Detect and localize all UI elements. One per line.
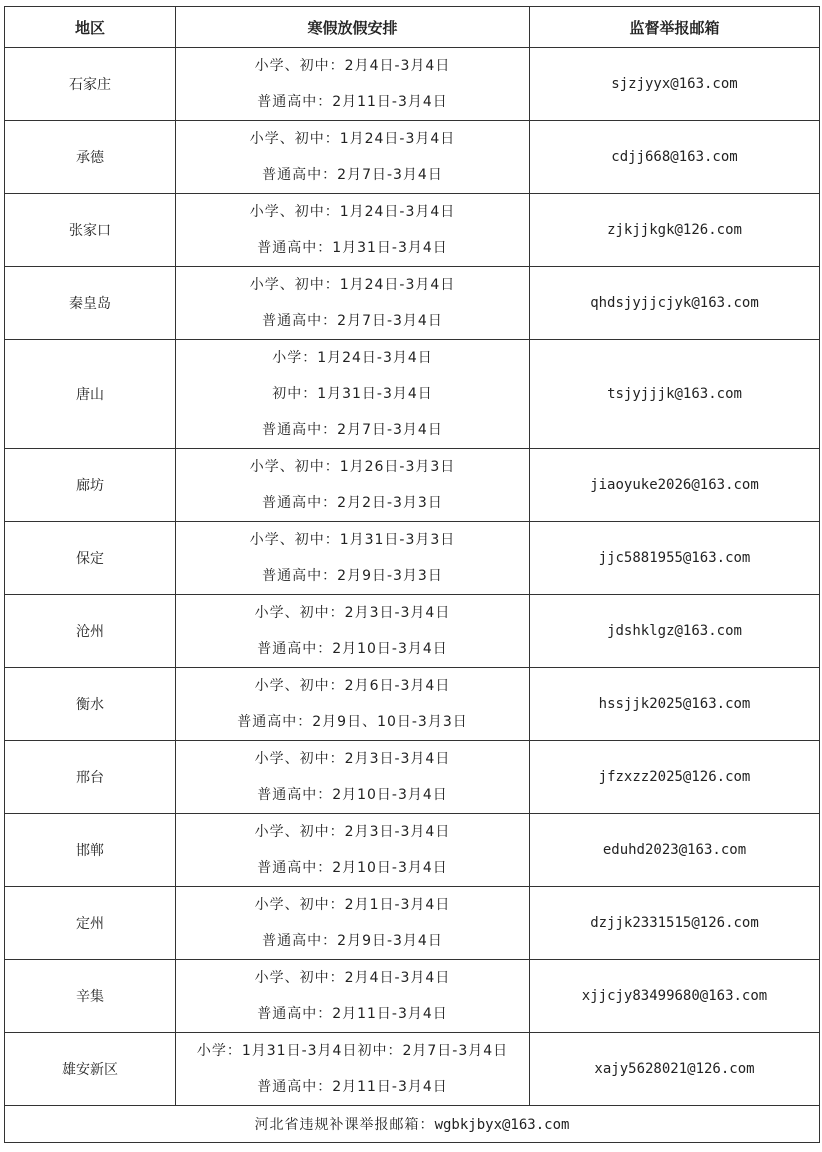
schedule-line: 小学：1月31日-3月4日初中：2月7日-3月4日: [196, 1043, 509, 1059]
email-cell: tsjyjjjk@163.com: [530, 340, 820, 449]
schedule-cell: [176, 48, 530, 121]
table-row: [5, 48, 820, 121]
schedule-line: 小学、初中：2月1日-3月4日: [254, 897, 451, 913]
schedule-line: 小学、初中：2月3日-3月4日: [254, 605, 451, 621]
winter-break-table: [4, 6, 820, 1143]
schedule-line: 小学、初中：1月24日-3月4日: [249, 204, 456, 220]
email-cell: eduhd2023@163.com: [530, 814, 820, 887]
schedule-line: 普通高中：2月11日-3月4日: [257, 1006, 448, 1022]
table-row: [5, 595, 820, 668]
email-cell: zjkjjkgk@126.com: [530, 194, 820, 267]
schedule-line: 小学、初中：2月6日-3月4日: [254, 678, 451, 694]
email-cell: cdjj668@163.com: [530, 121, 820, 194]
region-cell: 张家口: [5, 194, 176, 267]
region-cell: 承德: [5, 121, 176, 194]
schedule-line: 普通高中：1月31日-3月4日: [257, 240, 448, 256]
schedule-line: 小学、初中：1月24日-3月4日: [249, 277, 456, 293]
table-row: [5, 1033, 820, 1106]
email-cell: jjc5881955@163.com: [530, 522, 820, 595]
schedule-line: 小学、初中：1月26日-3月3日: [249, 459, 456, 475]
region-cell: 邯郸: [5, 814, 176, 887]
table-row: [5, 887, 820, 960]
schedule-line: 小学：1月24日-3月4日: [272, 350, 433, 366]
table-row: [5, 121, 820, 194]
region-cell: 保定: [5, 522, 176, 595]
email-cell: hssjjk2025@163.com: [530, 668, 820, 741]
table-row: [5, 340, 820, 449]
schedule-line: 普通高中：2月9日-3月4日: [262, 933, 443, 949]
region-cell: 秦皇岛: [5, 267, 176, 340]
region-cell: 雄安新区: [5, 1033, 176, 1106]
email-cell: xajy5628021@126.com: [530, 1033, 820, 1106]
email-cell: jiaoyuke2026@163.com: [530, 449, 820, 522]
table-row: [5, 741, 820, 814]
table-row: [5, 814, 820, 887]
schedule-line: 普通高中：2月11日-3月4日: [257, 1079, 448, 1095]
footer-row: [5, 1106, 820, 1143]
region-cell: 沧州: [5, 595, 176, 668]
email-cell: jfzxzz2025@126.com: [530, 741, 820, 814]
region-cell: 廊坊: [5, 449, 176, 522]
header-row: [5, 7, 820, 48]
region-cell: 定州: [5, 887, 176, 960]
table-row: [5, 267, 820, 340]
region-cell: 邢台: [5, 741, 176, 814]
schedule-cell: [176, 741, 530, 814]
schedule-line: 普通高中：2月9日、10日-3月3日: [237, 714, 468, 730]
header-email: 监督举报邮箱: [530, 7, 820, 48]
footer-cell: [5, 1106, 820, 1143]
table-row: [5, 194, 820, 267]
region-cell: 唐山: [5, 340, 176, 449]
footer-label: 河北省违规补课举报邮箱：: [254, 1117, 435, 1133]
schedule-cell: [176, 194, 530, 267]
schedule-line: 普通高中：2月10日-3月4日: [257, 860, 448, 876]
schedule-line: 普通高中：2月10日-3月4日: [257, 787, 448, 803]
schedule-line: 普通高中：2月10日-3月4日: [257, 641, 448, 657]
footer-email: wgbkjbyx@163.com: [434, 1117, 570, 1133]
schedule-line: 小学、初中：1月31日-3月3日: [249, 532, 456, 548]
email-cell: jdshklgz@163.com: [530, 595, 820, 668]
schedule-cell: [176, 1033, 530, 1106]
schedule-line: 小学、初中：2月3日-3月4日: [254, 751, 451, 767]
schedule-line: 小学、初中：2月4日-3月4日: [254, 970, 451, 986]
schedule-cell: [176, 595, 530, 668]
table-row: [5, 522, 820, 595]
schedule-cell: [176, 449, 530, 522]
schedule-cell: [176, 522, 530, 595]
table-row: [5, 960, 820, 1033]
schedule-cell: [176, 121, 530, 194]
schedule-line: 普通高中：2月11日-3月4日: [257, 94, 448, 110]
schedule-cell: [176, 814, 530, 887]
schedule-cell: [176, 887, 530, 960]
schedule-line: 初中：1月31日-3月4日: [272, 386, 433, 402]
email-cell: qhdsjyjjcjyk@163.com: [530, 267, 820, 340]
schedule-line: 普通高中：2月9日-3月3日: [262, 568, 443, 584]
schedule-line: 小学、初中：2月4日-3月4日: [254, 58, 451, 74]
header-region: 地区: [5, 7, 176, 48]
schedule-line: 普通高中：2月2日-3月3日: [262, 495, 443, 511]
email-cell: dzjjk2331515@126.com: [530, 887, 820, 960]
email-cell: xjjcjy83499680@163.com: [530, 960, 820, 1033]
schedule-line: 普通高中：2月7日-3月4日: [262, 167, 443, 183]
table-row: [5, 449, 820, 522]
region-cell: 辛集: [5, 960, 176, 1033]
table-row: [5, 668, 820, 741]
region-cell: 衡水: [5, 668, 176, 741]
schedule-line: 普通高中：2月7日-3月4日: [262, 422, 443, 438]
schedule-cell: [176, 960, 530, 1033]
schedule-cell: [176, 340, 530, 449]
schedule-line: 小学、初中：1月24日-3月4日: [249, 131, 456, 147]
schedule-line: 普通高中：2月7日-3月4日: [262, 313, 443, 329]
header-schedule: 寒假放假安排: [176, 7, 530, 48]
schedule-line: 小学、初中：2月3日-3月4日: [254, 824, 451, 840]
email-cell: sjzjyyx@163.com: [530, 48, 820, 121]
region-cell: 石家庄: [5, 48, 176, 121]
schedule-cell: [176, 668, 530, 741]
schedule-cell: [176, 267, 530, 340]
